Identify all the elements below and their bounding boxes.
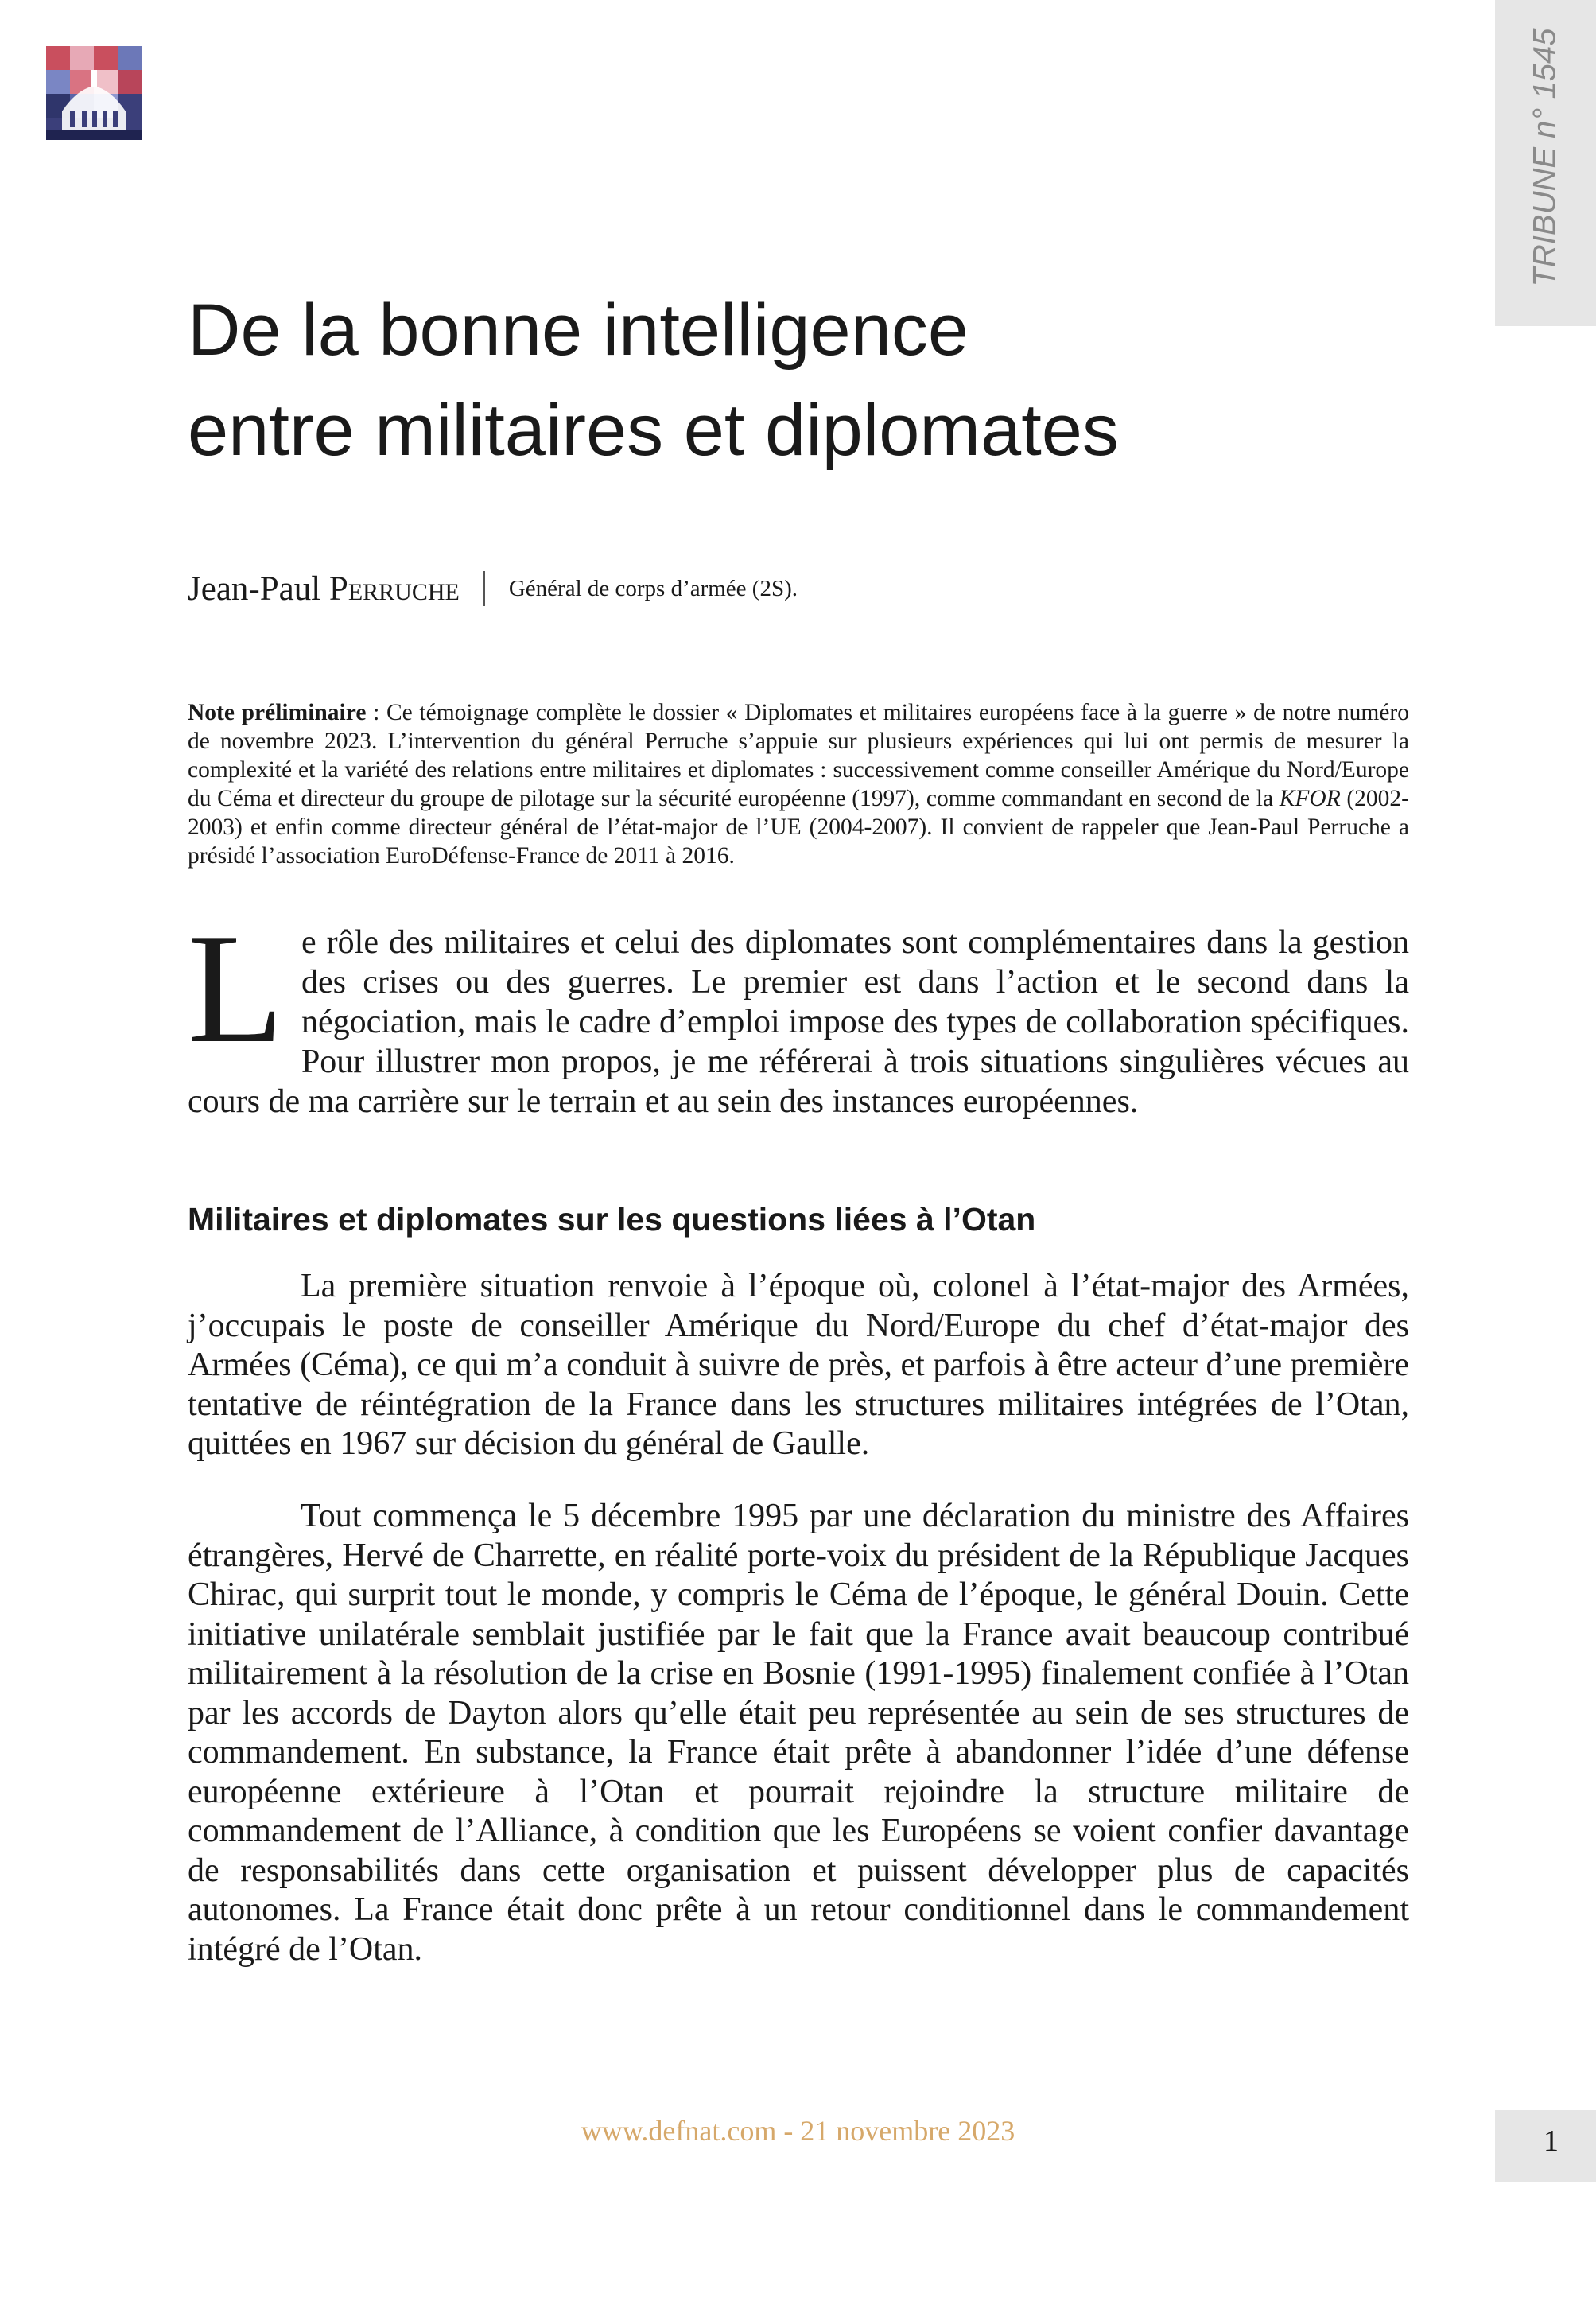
drop-cap: L [188, 901, 284, 1075]
intro-text: e rôle des militaires et celui des diplomates sont complémentaires dans la gestion des crises ou des guerres. Le premier est dans l’action et le second dans la négociation, mais le cadre d’emploi impose des types de collaboration spécifiques. Pour illustrer mon propos, je me référerai à trois situations singulières vécues au cours de ma carrière sur le terrain et au sein des instances européennes. [188, 924, 1409, 1120]
author-name [188, 569, 460, 608]
byline-divider [483, 571, 485, 606]
logo-graphic [46, 46, 142, 140]
intro-paragraph [188, 901, 1409, 1121]
byline [188, 566, 798, 611]
author-last-name: Perruche [328, 569, 460, 608]
note-label: Note préliminaire [188, 700, 367, 725]
title-line-1: De la bonne intelligence [188, 290, 969, 371]
author-first-name: Jean-Paul [188, 569, 329, 608]
page-number: 1 [1544, 2124, 1559, 2158]
tribune-number: TRIBUNE n° 1545 [1527, 28, 1563, 287]
section-heading: Militaires et diplomates sur les questions liées à l’Otan [188, 1201, 1036, 1238]
note-kfor: KFOR [1279, 786, 1341, 811]
title-line-2: entre militaires et diplomates [188, 390, 1119, 471]
preliminary-note [188, 698, 1409, 870]
author-role: Général de corps d’armée (2S). [508, 575, 798, 601]
monument-logo-icon [46, 46, 142, 140]
note-text-a: : Ce témoignage complète le dossier « Diplomates et militaires européens face à la guerre » de notre numéro de novembre 2023. L’intervention du général Perruche s’appuie sur plusieurs expériences qui lui ont permis de mesurer la complexité et la variété des relations entre militaires et diplomates : successivement comme conseiller Amérique du Nord/Europe du Céma et directeur du groupe de pilotage sur la sécurité européenne (1997), comme commandant en second de la [188, 700, 1410, 811]
article-title [188, 280, 1460, 480]
body-paragraph-2: Tout commença le 5 décembre 1995 par une déclaration du ministre des Affaires étrangères, Hervé de Charrette, en réalité porte-voix du président de la République Jacques Chirac, qui surprit tout le monde, y compris le Céma de l’époque, le général Douin. Cette initiative unilatérale semblait justifiée par le fait que la France avait beaucoup contribué militairement à la résolution de la crise en Bosnie (1991-1995) finalement confiée à l’Otan par les accords de Dayton alors qu’elle était peu représentée au sein de ses structures de commandement. En substance, la France était prête à abandonner l’idée d’une défense européenne extérieure à l’Otan et pourrait rejoindre la structure militaire de commandement de l’Alliance, à condition que les Européens se voient confier davantage de responsabilités dans cette organisation et puissent développer plus de capacités autonomes. La France était donc prête à un retour conditionnel dans le commandement intégré de l’Otan. [188, 1498, 1409, 1968]
body-paragraph-1: La première situation renvoie à l’époque où, colonel à l’état-major des Armées, j’occupais le poste de conseiller Amérique du Nord/Europe du chef d’état-major des Armées (Céma), ce qui m’a conduit à suivre de près, et parfois à être acteur d’une première tentative de réintégration de la France dans les structures militaires intégrées de l’Otan, quittées en 1967 sur décision du général de Gaulle. [188, 1268, 1409, 1462]
footer-link[interactable]: www.defnat.com - 21 novembre 2023 [581, 2115, 1015, 2147]
note-text-b: (2002-2003) et enfin comme directeur général de l’état-major de l’UE (2004-2007). Il convient de rappeler que Jean-Paul Perruche a présidé l’association EuroDéfense-France de 2011 à 2016. [188, 786, 1409, 869]
